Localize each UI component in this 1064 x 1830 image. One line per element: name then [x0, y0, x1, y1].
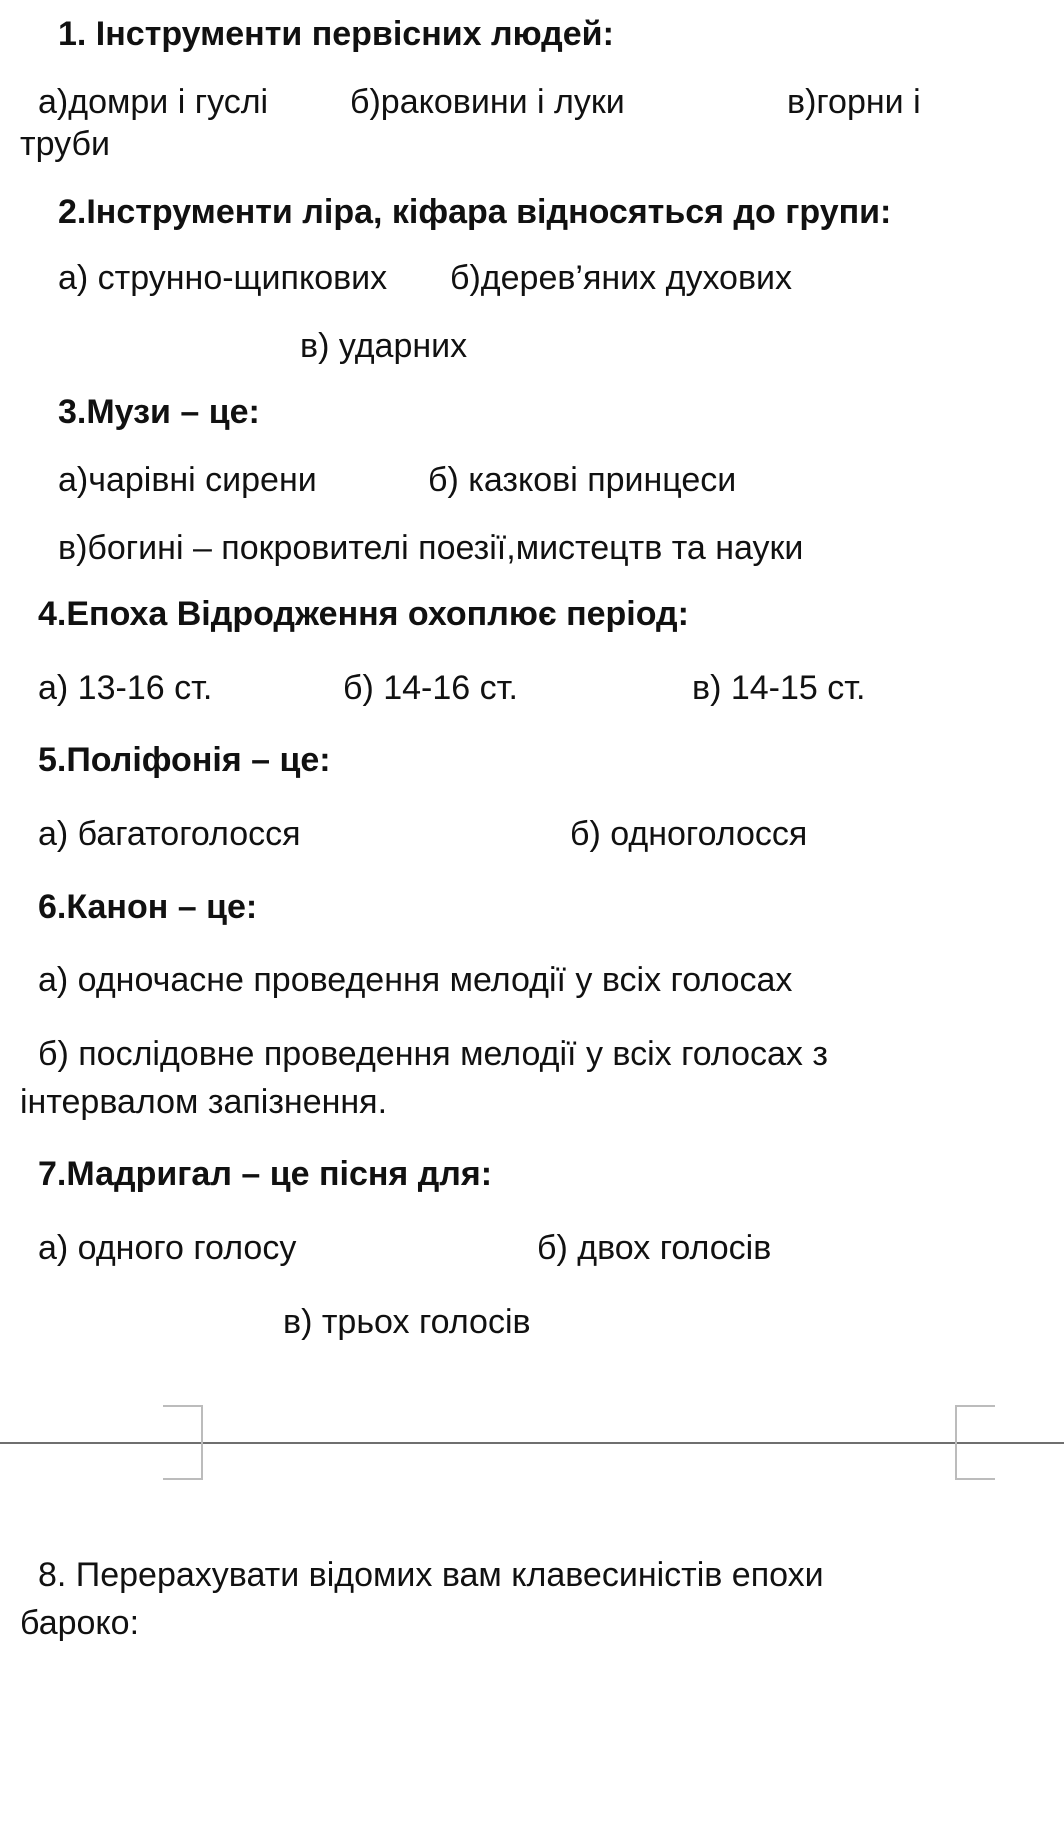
margin-corner-mark	[955, 1405, 995, 1445]
question-7-title: 7.Мадригал – це пісня для:	[38, 1155, 493, 1193]
question-3-title: 3.Музи – це:	[58, 393, 260, 431]
question-7-option-b: б) двох голосів	[537, 1229, 772, 1267]
question-3-option-a: а)чарівні сирени	[58, 461, 317, 499]
question-7-option-c: в) трьох голосів	[283, 1303, 531, 1341]
question-8-title: 8. Перерахувати відомих вам клавесиністів епохи	[38, 1556, 824, 1594]
question-4-option-a: а) 13-16 ст.	[38, 669, 213, 707]
question-5-option-a: а) багатоголосся	[38, 815, 301, 853]
question-3-option-b: б) казкові принцеси	[428, 461, 737, 499]
margin-corner-mark	[163, 1405, 203, 1445]
question-2-option-a: а) струнно-щипкових	[58, 259, 388, 297]
question-6-title: 6.Канон – це:	[38, 888, 258, 926]
question-4-option-c: в) 14-15 ст.	[692, 669, 866, 707]
question-5-title: 5.Поліфонія – це:	[38, 741, 331, 779]
question-1-option-c-continued: труби	[20, 125, 110, 163]
question-8-title-continued: бароко:	[20, 1604, 140, 1642]
question-6-option-b: б) послідовне проведення мелодії у всіх голосах з	[38, 1035, 828, 1073]
question-7-option-a: а) одного голосу	[38, 1229, 297, 1267]
question-1-option-c: в)горни і	[787, 83, 921, 121]
question-6-option-b-continued: інтервалом запізнення.	[20, 1083, 388, 1121]
page-break-line	[0, 1442, 1064, 1444]
question-1-title: 1. Інструменти первісних людей:	[58, 15, 614, 53]
question-3-option-c: в)богині – покровителі поезії,мистецтв та науки	[58, 529, 804, 567]
question-1-option-b: б)раковини і луки	[350, 83, 625, 121]
margin-corner-mark	[955, 1443, 995, 1480]
question-2-option-c: в) ударних	[300, 327, 468, 365]
question-2-option-b: б)дерев’яних духових	[450, 259, 793, 297]
question-6-option-a: а) одночасне проведення мелодії у всіх голосах	[38, 961, 793, 999]
question-4-option-b: б) 14-16 ст.	[343, 669, 518, 707]
question-1-option-a: а)домри і гуслі	[38, 83, 269, 121]
question-4-title: 4.Епоха Відродження охоплює період:	[38, 595, 689, 633]
question-5-option-b: б) одноголосся	[570, 815, 808, 853]
margin-corner-mark	[163, 1443, 203, 1480]
question-2-title: 2.Інструменти ліра, кіфара відносяться до групи:	[58, 193, 892, 231]
